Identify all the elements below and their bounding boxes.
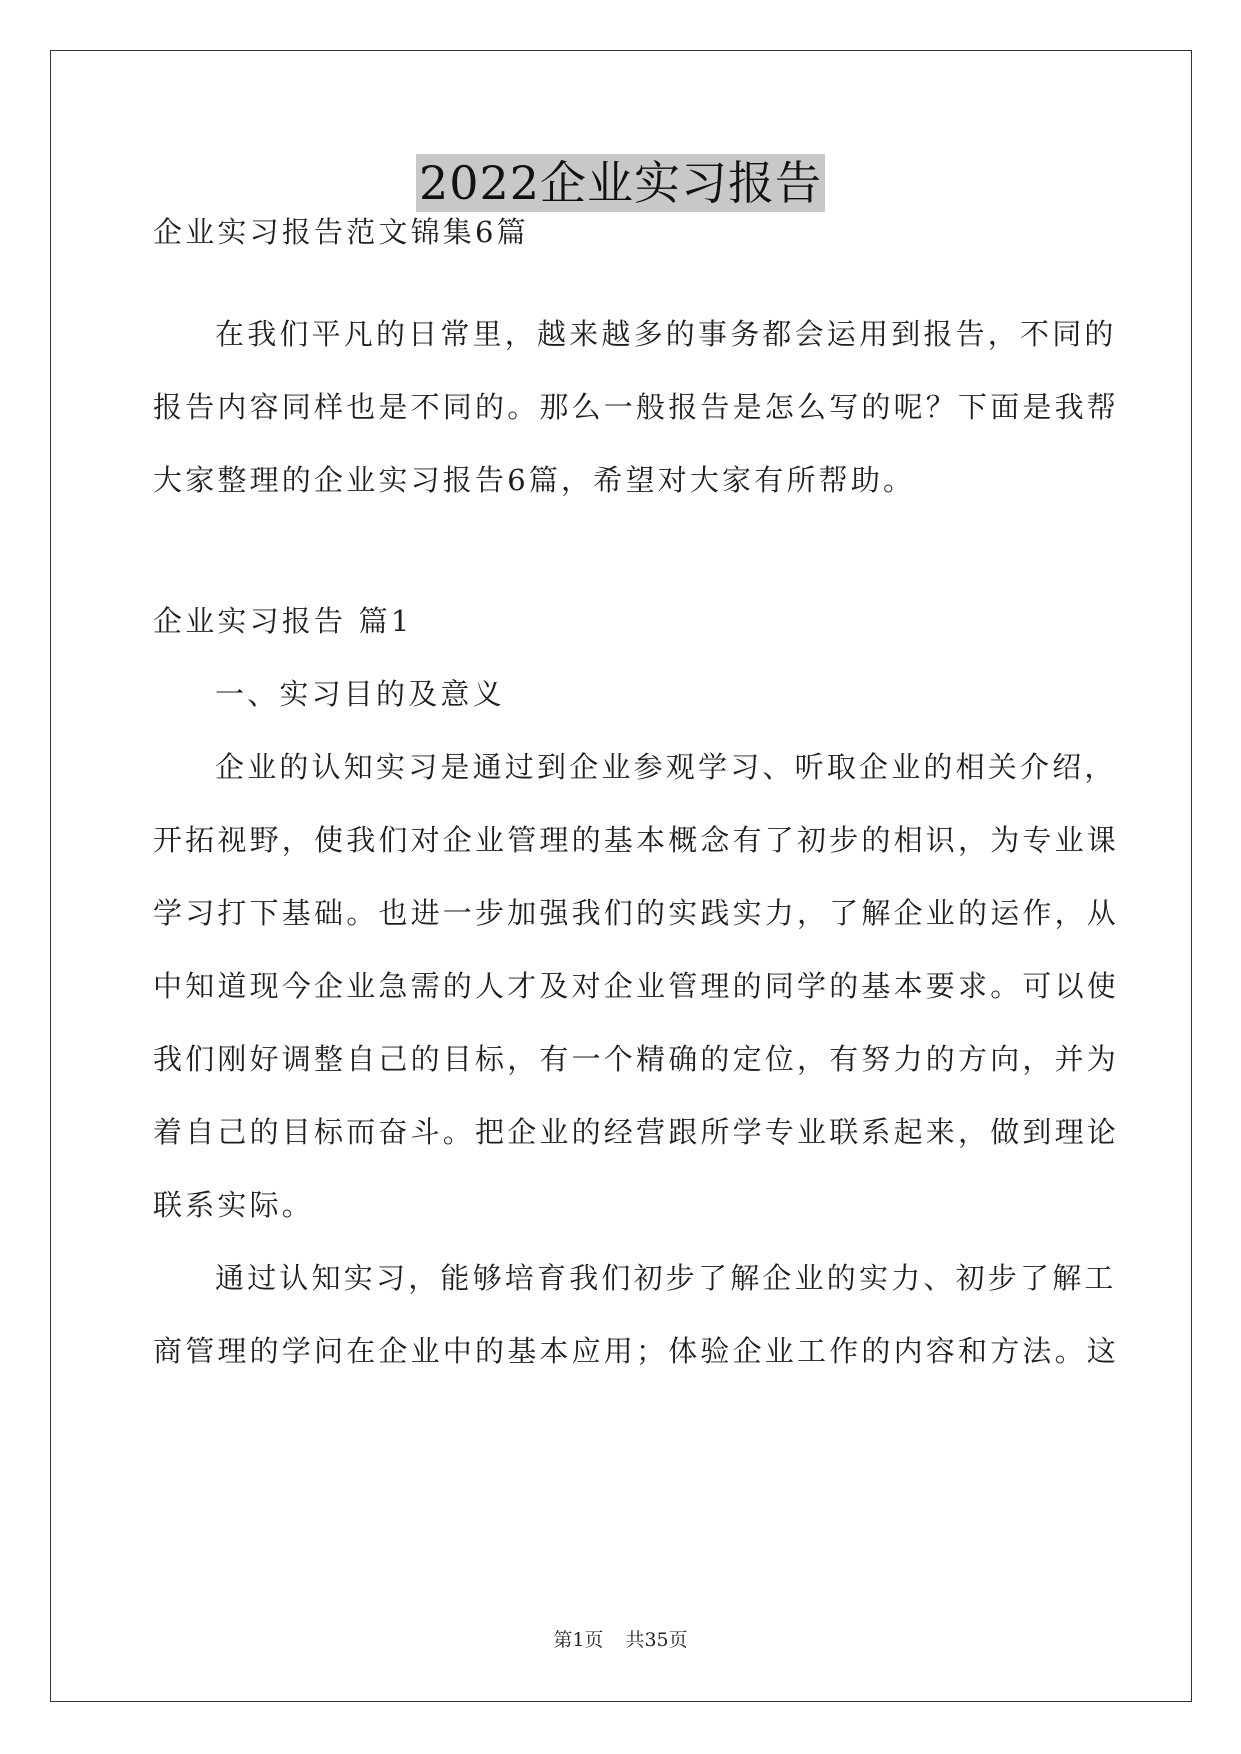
body-paragraph-line: 学习打下基础。也进一步加强我们的实践实力，了解企业的运作，从 [153,896,1120,930]
body-paragraph-line: 我们刚好调整自己的目标，有一个精确的定位，有努力的方向，并为 [153,1042,1120,1076]
page-footer [0,1628,1241,1652]
document-title: 2022企业实习报告 [416,154,825,212]
document-subtitle: 企业实习报告范文锦集6篇 [153,215,529,249]
section-heading: 企业实习报告 篇1 [153,604,413,638]
body-paragraph-line: 商管理的学问在企业中的基本应用；体验企业工作的内容和方法。这 [153,1334,1120,1368]
body-paragraph-line: 着自己的目标而奋斗。把企业的经营跟所学专业联系起来，做到理论 [153,1115,1120,1149]
intro-paragraph-line: 在我们平凡的日常里，越来越多的事务都会运用到报告，不同的 [215,317,1117,351]
body-paragraph-line: 联系实际。 [153,1188,315,1222]
page-number: 第1页 [553,1629,604,1651]
body-paragraph-line: 中知道现今企业急需的人才及对企业管理的同学的基本要求。可以使 [153,969,1120,1003]
subsection-heading: 一、实习目的及意义 [215,677,505,711]
page-border [50,50,1192,1702]
intro-paragraph-line: 报告内容同样也是不同的。那么一般报告是怎么写的呢？下面是我帮 [153,390,1120,424]
total-pages: 共35页 [625,1629,688,1651]
body-paragraph-line: 通过认知实习，能够培育我们初步了解企业的实力、初步了解工 [215,1261,1117,1295]
body-paragraph-line: 企业的认知实习是通过到企业参观学习、听取企业的相关介绍， [215,750,1117,784]
title-container [0,154,1241,212]
intro-paragraph-line: 大家整理的企业实习报告6篇，希望对大家有所帮助。 [153,463,916,497]
body-paragraph-line: 开拓视野，使我们对企业管理的基本概念有了初步的相识，为专业课 [153,823,1120,857]
